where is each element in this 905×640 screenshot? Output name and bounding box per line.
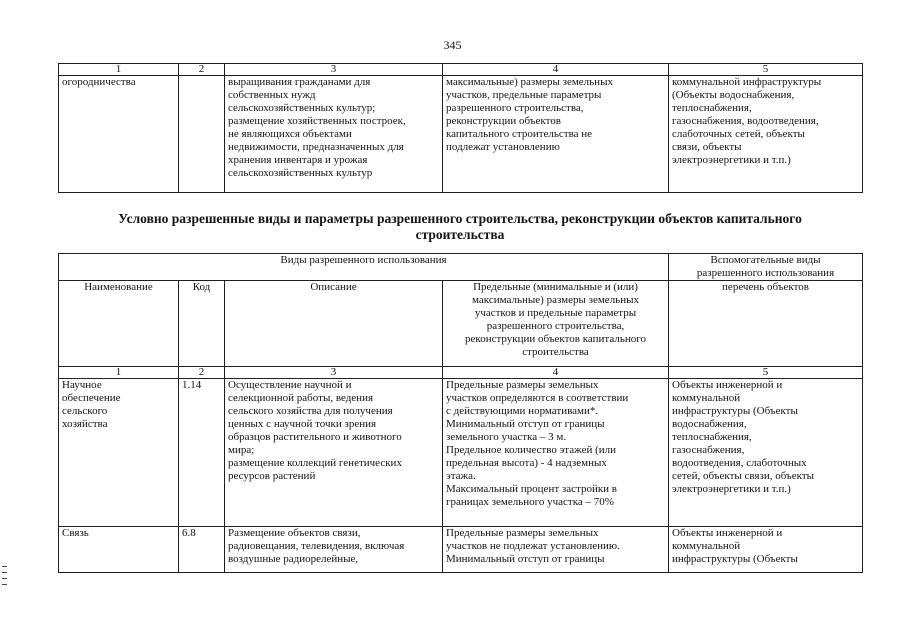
cell-line: подлежат установлению bbox=[446, 141, 560, 153]
cell-line: водоотведения, слаботочных bbox=[672, 457, 807, 469]
column-number: 5 bbox=[669, 64, 863, 76]
cell-line: сельского bbox=[62, 405, 108, 417]
column-number-row bbox=[59, 64, 863, 76]
table-row bbox=[59, 379, 863, 527]
cell-line: участков, предельные параметры bbox=[446, 89, 602, 101]
cell-line: Научное bbox=[62, 379, 102, 391]
cell-line: хранения инвентаря и урожая bbox=[228, 154, 368, 166]
cell-line: хозяйства bbox=[62, 418, 108, 430]
cell-line: Связь bbox=[62, 527, 89, 539]
row-params bbox=[443, 379, 669, 527]
cell-line: земельного участка – 3 м. bbox=[446, 431, 567, 443]
cell-line: ценных с научной точки зрения bbox=[228, 418, 377, 430]
margin-mark bbox=[2, 566, 7, 567]
row-params bbox=[443, 76, 669, 193]
row-params bbox=[443, 527, 669, 573]
cell-line: недвижимости, предназначенных для bbox=[228, 141, 404, 153]
cell-line: Осуществление научной и bbox=[228, 379, 352, 391]
cell-line: Вспомогательные виды bbox=[710, 254, 821, 266]
cell-line: участков и предельные параметры bbox=[474, 307, 637, 319]
column-number: 4 bbox=[443, 367, 669, 379]
table-row bbox=[59, 527, 863, 573]
cell-line: максимальные) размеры земельных bbox=[472, 294, 639, 306]
cell-line: инфраструктуры (Объекты bbox=[672, 553, 798, 565]
column-header-row bbox=[59, 281, 863, 367]
cell-line: участков определяются в соответствии bbox=[446, 392, 629, 404]
cell-line: с действующими нормативами*. bbox=[446, 405, 599, 417]
cell-line: выращивания гражданами для bbox=[228, 76, 371, 88]
cell-line: разрешенного использования bbox=[696, 267, 835, 279]
cell-line: коммунальной bbox=[672, 392, 741, 404]
column-number: 1 bbox=[59, 64, 179, 76]
column-header-params bbox=[443, 281, 669, 367]
margin-mark bbox=[2, 572, 7, 573]
cell-line: строительства bbox=[522, 346, 589, 358]
cell-line: сельскохозяйственных культур; bbox=[228, 102, 376, 114]
cell-line: обеспечение bbox=[62, 392, 121, 404]
cell-line: связи, объекты bbox=[672, 141, 742, 153]
cell-line: образцов растительного и животного bbox=[228, 431, 402, 443]
cell-line: сельскохозяйственных культур bbox=[228, 167, 373, 179]
cell-line: Размещение объектов связи, bbox=[228, 527, 361, 539]
column-number: 3 bbox=[225, 64, 443, 76]
cell-line: границах земельного участка – 70% bbox=[446, 496, 614, 508]
cell-line: теплоснабжения, bbox=[672, 431, 752, 443]
page-number: 345 bbox=[443, 38, 462, 52]
cell-line: селекционной работы, ведения bbox=[228, 392, 374, 404]
row-aux bbox=[669, 76, 863, 193]
cell-line: коммунальной инфраструктуры bbox=[672, 76, 822, 88]
cell-line: Минимальный отступ от границы bbox=[446, 553, 605, 565]
group-header-row bbox=[59, 254, 863, 281]
permitted-uses-table bbox=[58, 253, 863, 573]
row-description bbox=[225, 76, 443, 193]
margin-mark bbox=[2, 578, 7, 579]
section-heading-line: строительства bbox=[415, 227, 505, 242]
cell-line: размещение хозяйственных построек, bbox=[228, 115, 406, 127]
cell-line: капитального строительства не bbox=[446, 128, 593, 140]
row-description bbox=[225, 527, 443, 573]
cell-line: разрешенного строительства, bbox=[446, 102, 584, 114]
cell-line: (Объекты водоснабжения, bbox=[672, 89, 795, 101]
cell-line: электроэнергетики и т.п.) bbox=[672, 483, 791, 495]
cell-line: предельная высота) - 4 надземных bbox=[446, 457, 607, 469]
cell-line: реконструкции объектов капитального bbox=[465, 333, 646, 345]
row-aux bbox=[669, 527, 863, 573]
row-code bbox=[179, 76, 225, 193]
cell-line: Объекты инженерной и bbox=[672, 527, 783, 539]
cell-line: реконструкции объектов bbox=[446, 115, 561, 127]
column-header-name: Наименование bbox=[59, 281, 179, 367]
cell-line: ресурсов растений bbox=[228, 470, 316, 482]
row-aux bbox=[669, 379, 863, 527]
column-number-row bbox=[59, 367, 863, 379]
section-heading bbox=[58, 211, 862, 243]
cell-line: Объекты инженерной и bbox=[672, 379, 783, 391]
cell-line: Максимальный процент застройки в bbox=[446, 483, 617, 495]
column-number: 3 bbox=[225, 367, 443, 379]
cell-line: Предельные (минимальные и (или) bbox=[473, 281, 638, 293]
column-header-aux: перечень объектов bbox=[669, 281, 863, 367]
cell-line: размещение коллекций генетических bbox=[228, 457, 402, 469]
cell-line: участков не подлежат установлению. bbox=[446, 540, 620, 552]
row-name: огородничества bbox=[59, 76, 179, 193]
cell-line: теплоснабжения, bbox=[672, 102, 752, 114]
cell-line: собственных нужд bbox=[228, 89, 316, 101]
cell-line: сельского хозяйства для получения bbox=[228, 405, 393, 417]
column-number: 2 bbox=[179, 367, 225, 379]
table-row bbox=[59, 76, 863, 193]
cell-line: слаботочных сетей, объекты bbox=[672, 128, 805, 140]
margin-mark bbox=[2, 584, 7, 585]
group-header: Виды разрешенного использования bbox=[59, 254, 669, 281]
row-name bbox=[59, 379, 179, 527]
row-code: 6.8 bbox=[179, 527, 225, 573]
row-name bbox=[59, 527, 179, 573]
cell-line: коммунальной bbox=[672, 540, 741, 552]
row-description bbox=[225, 379, 443, 527]
cell-line: Предельные размеры земельных bbox=[446, 379, 599, 391]
column-number: 1 bbox=[59, 367, 179, 379]
cell-line: сетей, объекты связи, объекты bbox=[672, 470, 815, 482]
cell-line: мира; bbox=[228, 444, 255, 456]
cell-line: разрешенного строительства, bbox=[486, 320, 625, 332]
cell-line: электроэнергетики и т.п.) bbox=[672, 154, 791, 166]
column-number: 4 bbox=[443, 64, 669, 76]
cell-line: водоснабжения, bbox=[672, 418, 747, 430]
row-code: 1.14 bbox=[179, 379, 225, 527]
cell-line: Предельные размеры земельных bbox=[446, 527, 599, 539]
cell-line: воздушные радиорелейные, bbox=[228, 553, 359, 565]
top-table bbox=[58, 63, 863, 193]
column-header-code: Код bbox=[179, 281, 225, 367]
cell-line: не являющихся объектами bbox=[228, 128, 352, 140]
column-number: 5 bbox=[669, 367, 863, 379]
cell-line: Минимальный отступ от границы bbox=[446, 418, 605, 430]
cell-line: газоснабжения, bbox=[672, 444, 745, 456]
cell-line: Предельное количество этажей (или bbox=[446, 444, 617, 456]
cell-line: инфраструктуры (Объекты bbox=[672, 405, 798, 417]
cell-line: этажа. bbox=[446, 470, 476, 482]
section-heading-line: Условно разрешенные виды и параметры разрешенного строительства, реконструкции объектов капитального bbox=[118, 211, 802, 226]
column-number: 2 bbox=[179, 64, 225, 76]
cell-line: радиовещания, телевидения, включая bbox=[228, 540, 405, 552]
column-header-description: Описание bbox=[225, 281, 443, 367]
cell-line: максимальные) размеры земельных bbox=[446, 76, 613, 88]
aux-header bbox=[669, 254, 863, 281]
cell-line: газоснабжения, водоотведения, bbox=[672, 115, 819, 127]
